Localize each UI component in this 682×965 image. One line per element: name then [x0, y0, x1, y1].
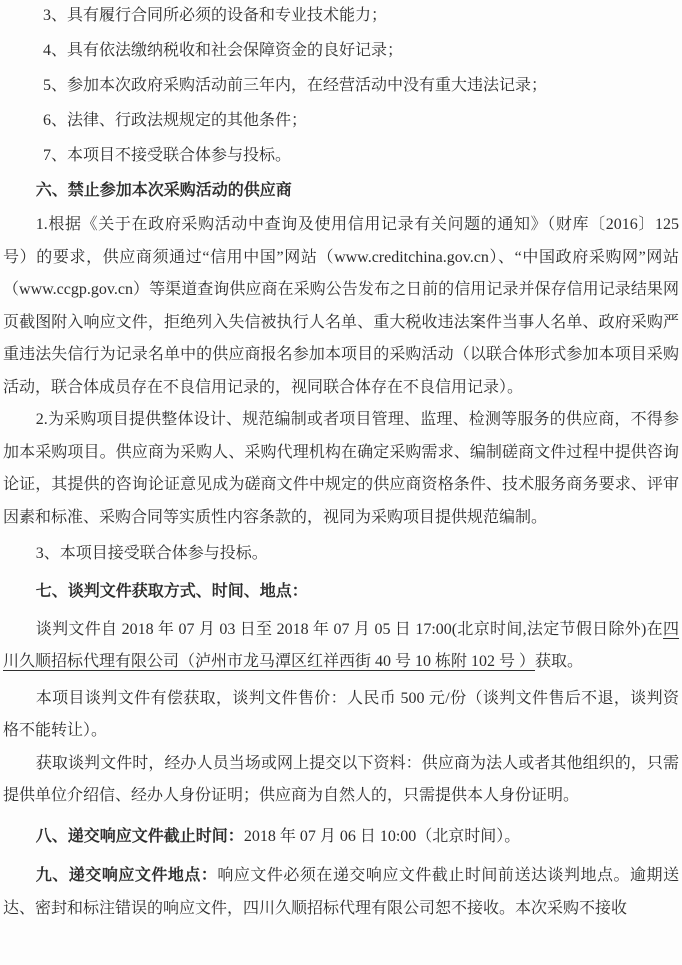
section-6-design-service-paragraph: 2.为采购项目提供整体设计、规范编制或者项目管理、监理、检测等服务的供应商，不得参加本采购项目。供应商为采购人、采购代理机构在确定采购需求、编制磋商文件过程中提供咨询论证，其提供的咨询论证意见成为磋商文件中规定的供应商资格条件、技术服务商务要求、评审因素和标准、采购合同等实质性内容条款的，视同为采购项目提供规范编制。: [3, 411, 679, 526]
section-7-heading: 七、谈判文件获取方式、时间、地点：: [35, 582, 308, 600]
section-6-credit-record-paragraph: 1.根据《关于在政府采购活动中查询及使用信用记录有关问题的通知》（财库〔2016〕125 号）的要求，供应商须通过“信用中国”网站（www.creditchina.gov.cn）、“中国政府采购网”网站（www.ccgp.gov.cn）等渠道查询供应商在采购公告发布之日前的信用记录并保存信用记录结果网页截图附入响应文件，拒绝列入失信被执行人名单、重大税收违法案件当事人名单、政府采购严重违法失信行为记录名单中的供应商报名参加本项目的采购活动（以联合体形式参加本项目采购活动，联合体成员存在不良信用记录的，视同联合体存在不良信用记录）。: [3, 216, 679, 396]
section-9-location-paragraph: [3, 860, 679, 925]
section-8-deadline-line: [3, 821, 679, 854]
section-9-heading: 九、递交响应文件地点：: [35, 867, 218, 884]
qualification-item-6: 6、法律、行政法规规定的其他条件；: [43, 112, 308, 129]
document-materials-paragraph: 获取谈判文件时，经办人员当场或网上提交以下资料：供应商为法人或者其他组织的，只需提供单位介绍信、经办人身份证明；供应商为自然人的，只需提供本人身份证明。: [3, 754, 679, 804]
section-8-heading: 八、递交响应文件截止时间：: [35, 827, 244, 845]
document-price-paragraph: 本项目谈判文件有偿获取，谈判文件售价：人民币 500 元/份（谈判文件售后不退，谈判资格不能转让）。: [3, 689, 679, 739]
obtain-text-after: 获取。: [535, 653, 584, 670]
qualification-item-5: 5、参加本次政府采购活动前三年内，在经营活动中没有重大违法记录；: [43, 77, 548, 94]
agency-address-underlined: 四川久顺招标代理有限公司（泸州市龙马潭区红祥西街 40 号 10 栋附 102 号 ）: [3, 620, 679, 670]
section-8-text: 2018 年 07 月 06 日 10:00（北京时间）。: [243, 827, 521, 845]
section-9-text: 响应文件必须在递交响应文件截止时间前送达谈判地点。逾期送达、密封和标注错误的响应文件，四川久顺招标代理有限公司恕不接收。本次采购不接收: [3, 867, 679, 917]
section-6-heading: 六、禁止参加本次采购活动的供应商: [35, 182, 292, 199]
qualification-item-3: 3、具有履行合同所必须的设备和专业技术能力；: [43, 7, 388, 24]
qualification-item-7: 7、本项目不接受联合体参与投标。: [43, 147, 292, 164]
obtain-text-before: 谈判文件自 2018 年 07 月 03 日至 2018 年 07 月 05 日 17:00(北京时间,法定节假日除外)在: [35, 620, 663, 638]
section-6-consortium-item: 3、本项目接受联合体参与投标。: [35, 545, 268, 562]
qualification-item-4: 4、具有依法缴纳税收和社会保障资金的良好记录；: [43, 42, 404, 59]
document-obtain-paragraph: [3, 614, 679, 679]
